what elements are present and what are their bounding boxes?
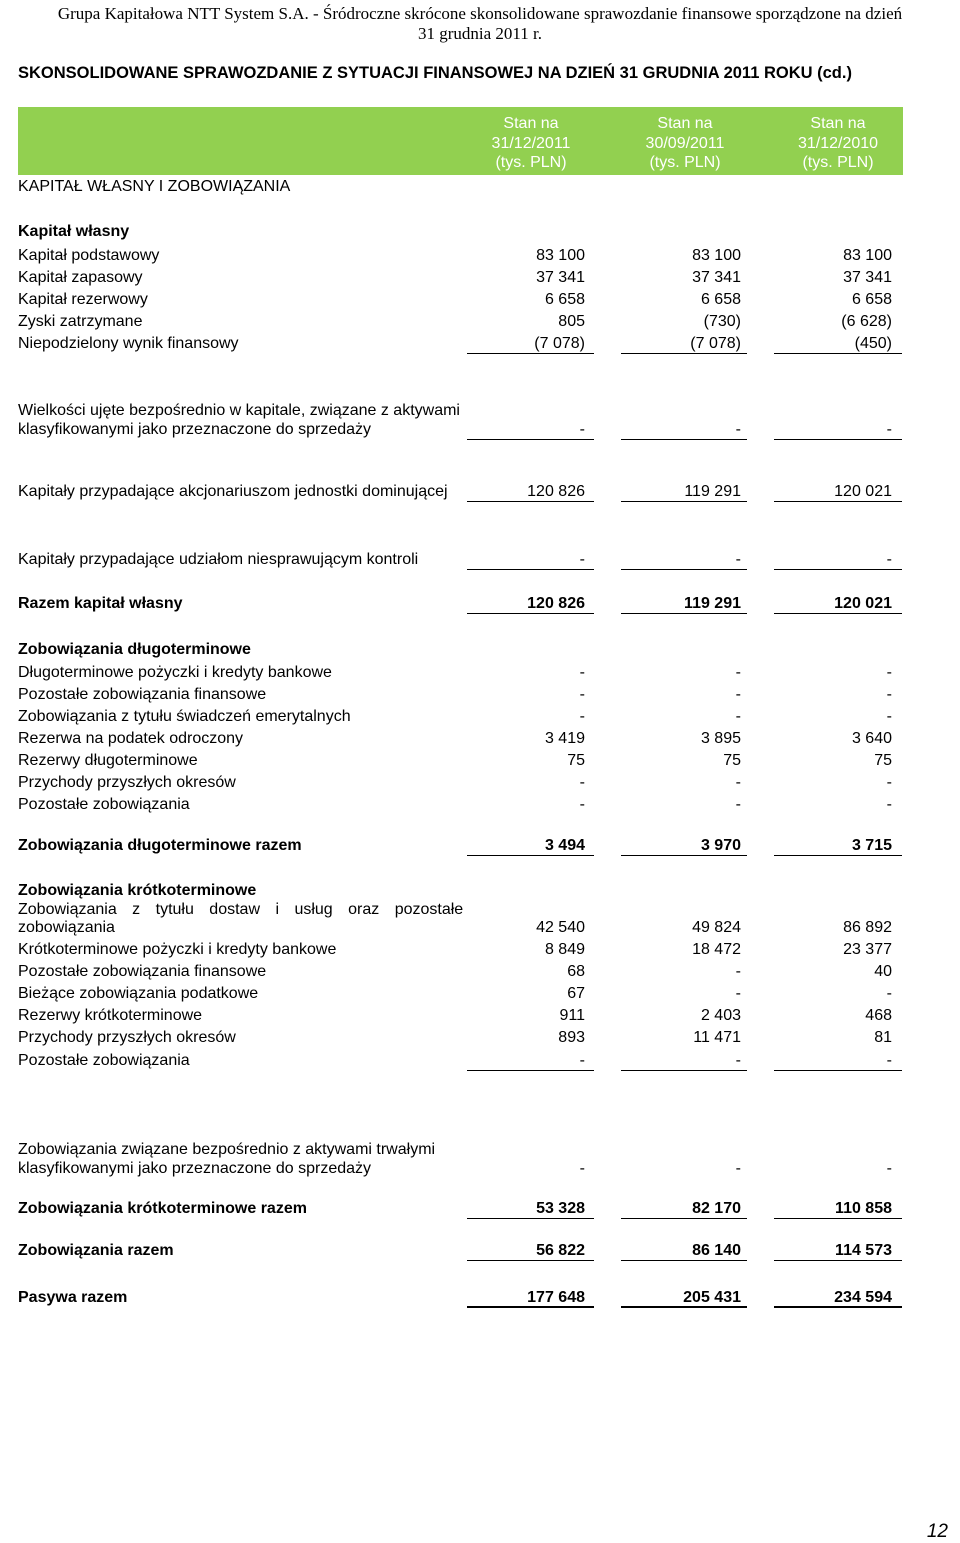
column-header-1: Stan na 31/12/2011 (tys. PLN) xyxy=(491,115,571,171)
header-line-2: 31 grudnia 2011 r. xyxy=(417,24,543,43)
underline xyxy=(774,855,902,856)
underline xyxy=(621,569,747,570)
underline xyxy=(774,439,902,440)
underline xyxy=(621,1306,747,1308)
section-label: KAPITAŁ WŁASNY I ZOBOWIĄZANIA xyxy=(18,178,291,195)
underline xyxy=(467,569,594,570)
column-header-2: Stan na 30/09/2011 (tys. PLN) xyxy=(645,115,725,171)
underline xyxy=(467,439,594,440)
underline xyxy=(621,501,747,502)
page-title: SKONSOLIDOWANE SPRAWOZDANIE Z SYTUACJI FINANSOWEJ NA DZIEŃ 31 GRUDNIA 2011 ROKU (cd.) xyxy=(18,64,852,82)
column-header-3: Stan na 31/12/2010 (tys. PLN) xyxy=(797,115,879,171)
underline xyxy=(621,613,747,614)
column-header-band xyxy=(18,107,903,175)
underline xyxy=(621,439,747,440)
underline xyxy=(774,1306,902,1308)
underline xyxy=(774,501,902,502)
underline xyxy=(467,353,594,354)
underline xyxy=(467,613,594,614)
underline xyxy=(774,569,902,570)
underline xyxy=(467,1070,594,1071)
underline xyxy=(774,1070,902,1071)
page-number: 12 xyxy=(926,1521,948,1542)
underline xyxy=(774,353,902,354)
underline xyxy=(774,613,902,614)
underline xyxy=(774,1218,902,1219)
underline xyxy=(621,353,747,354)
underline xyxy=(621,1260,747,1261)
underline xyxy=(467,501,594,502)
underline xyxy=(467,855,594,856)
underline xyxy=(467,1306,594,1308)
underline xyxy=(467,1260,594,1261)
header-line-1: Grupa Kapitałowa NTT System S.A. - Śródroczne skrócone skonsolidowane sprawozdanie finansowe sporządzone na dzień xyxy=(57,4,903,23)
underline xyxy=(621,1218,747,1219)
underline xyxy=(467,1218,594,1219)
underline xyxy=(774,1260,902,1261)
underline xyxy=(621,855,747,856)
underline xyxy=(621,1070,747,1071)
